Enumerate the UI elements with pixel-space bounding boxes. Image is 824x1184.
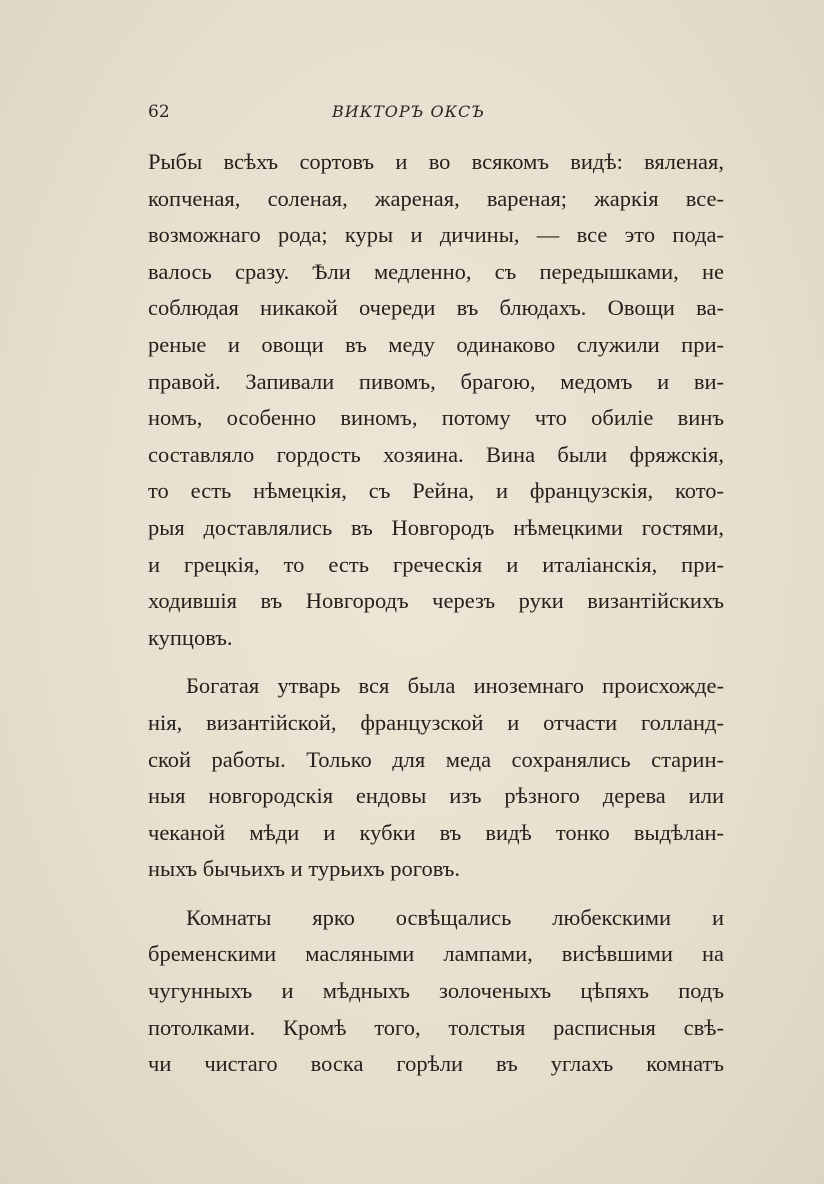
- paragraph-gap: [148, 656, 724, 668]
- body-text: [148, 144, 724, 1083]
- paragraph-2: [148, 668, 724, 888]
- paragraph-1: [148, 144, 724, 656]
- running-head: ВИКТОРЪ ОКСЪ: [332, 102, 485, 121]
- text-line: возможнаго рода; куры и дичины, — все это пода-: [148, 222, 724, 248]
- text-line: Богатая утварь вся была иноземнаго происхожде-: [186, 673, 724, 699]
- text-line: правой. Запивали пивомъ, брагою, медомъ и ви-: [148, 368, 724, 394]
- paragraph-3: [148, 900, 724, 1083]
- text-line: рыя доставлялись въ Новгородъ нѣмецкими гостями,: [148, 514, 724, 540]
- text-line: Рыбы всѣхъ сортовъ и во всякомъ видѣ: вяленая,: [148, 149, 724, 174]
- page-number: 62: [148, 102, 170, 122]
- text-line: потолками. Кромѣ того, толстыя расписныя свѣ-: [148, 1014, 724, 1040]
- text-line: реные и овощи въ меду одинаково служили при-: [148, 331, 724, 357]
- text-line: валось сразу. Ѣли медленно, съ передышками, не: [148, 258, 724, 284]
- text-line: и грецкія, то есть греческія и италіанскія, при-: [148, 551, 724, 577]
- text-line: копченая, соленая, жареная, вареная; жаркія все-: [148, 185, 724, 211]
- text-line: чугунныхъ и мѣдныхъ золоченыхъ цѣпяхъ подъ: [148, 978, 724, 1004]
- text-line: нія, византійской, французской и отчасти голланд-: [148, 709, 724, 735]
- text-line: бременскими масляными лампами, висѣвшими на: [148, 941, 724, 967]
- text-line: чеканой мѣди и кубки въ видѣ тонко выдѣлан-: [148, 819, 724, 845]
- text-line: чи чистаго воска горѣли въ углахъ комнатъ: [148, 1051, 724, 1077]
- text-line: ходившія въ Новгородъ черезъ руки византійскихъ: [148, 588, 724, 614]
- text-line: то есть нѣмецкія, съ Рейна, и французскія, кото-: [148, 478, 724, 504]
- text-line: соблюдая никакой очереди въ блюдахъ. Овощи ва-: [148, 295, 724, 321]
- text-line: купцовъ.: [148, 624, 233, 650]
- paragraph-gap: [148, 888, 724, 900]
- text-line: ныя новгородскія ендовы изъ рѣзного дерева или: [148, 783, 724, 809]
- text-line: составляло гордость хозяина. Вина были фряжскія,: [148, 441, 724, 467]
- text-line: ской работы. Только для меда сохранялись старин-: [148, 746, 724, 772]
- text-line: ныхъ бычьихъ и турьихъ роговъ.: [148, 856, 461, 882]
- text-line: Комнаты ярко освѣщались любекскими и: [186, 904, 724, 930]
- text-line: номъ, особенно виномъ, потому что обиліе винъ: [148, 405, 724, 431]
- page-header: [148, 96, 724, 128]
